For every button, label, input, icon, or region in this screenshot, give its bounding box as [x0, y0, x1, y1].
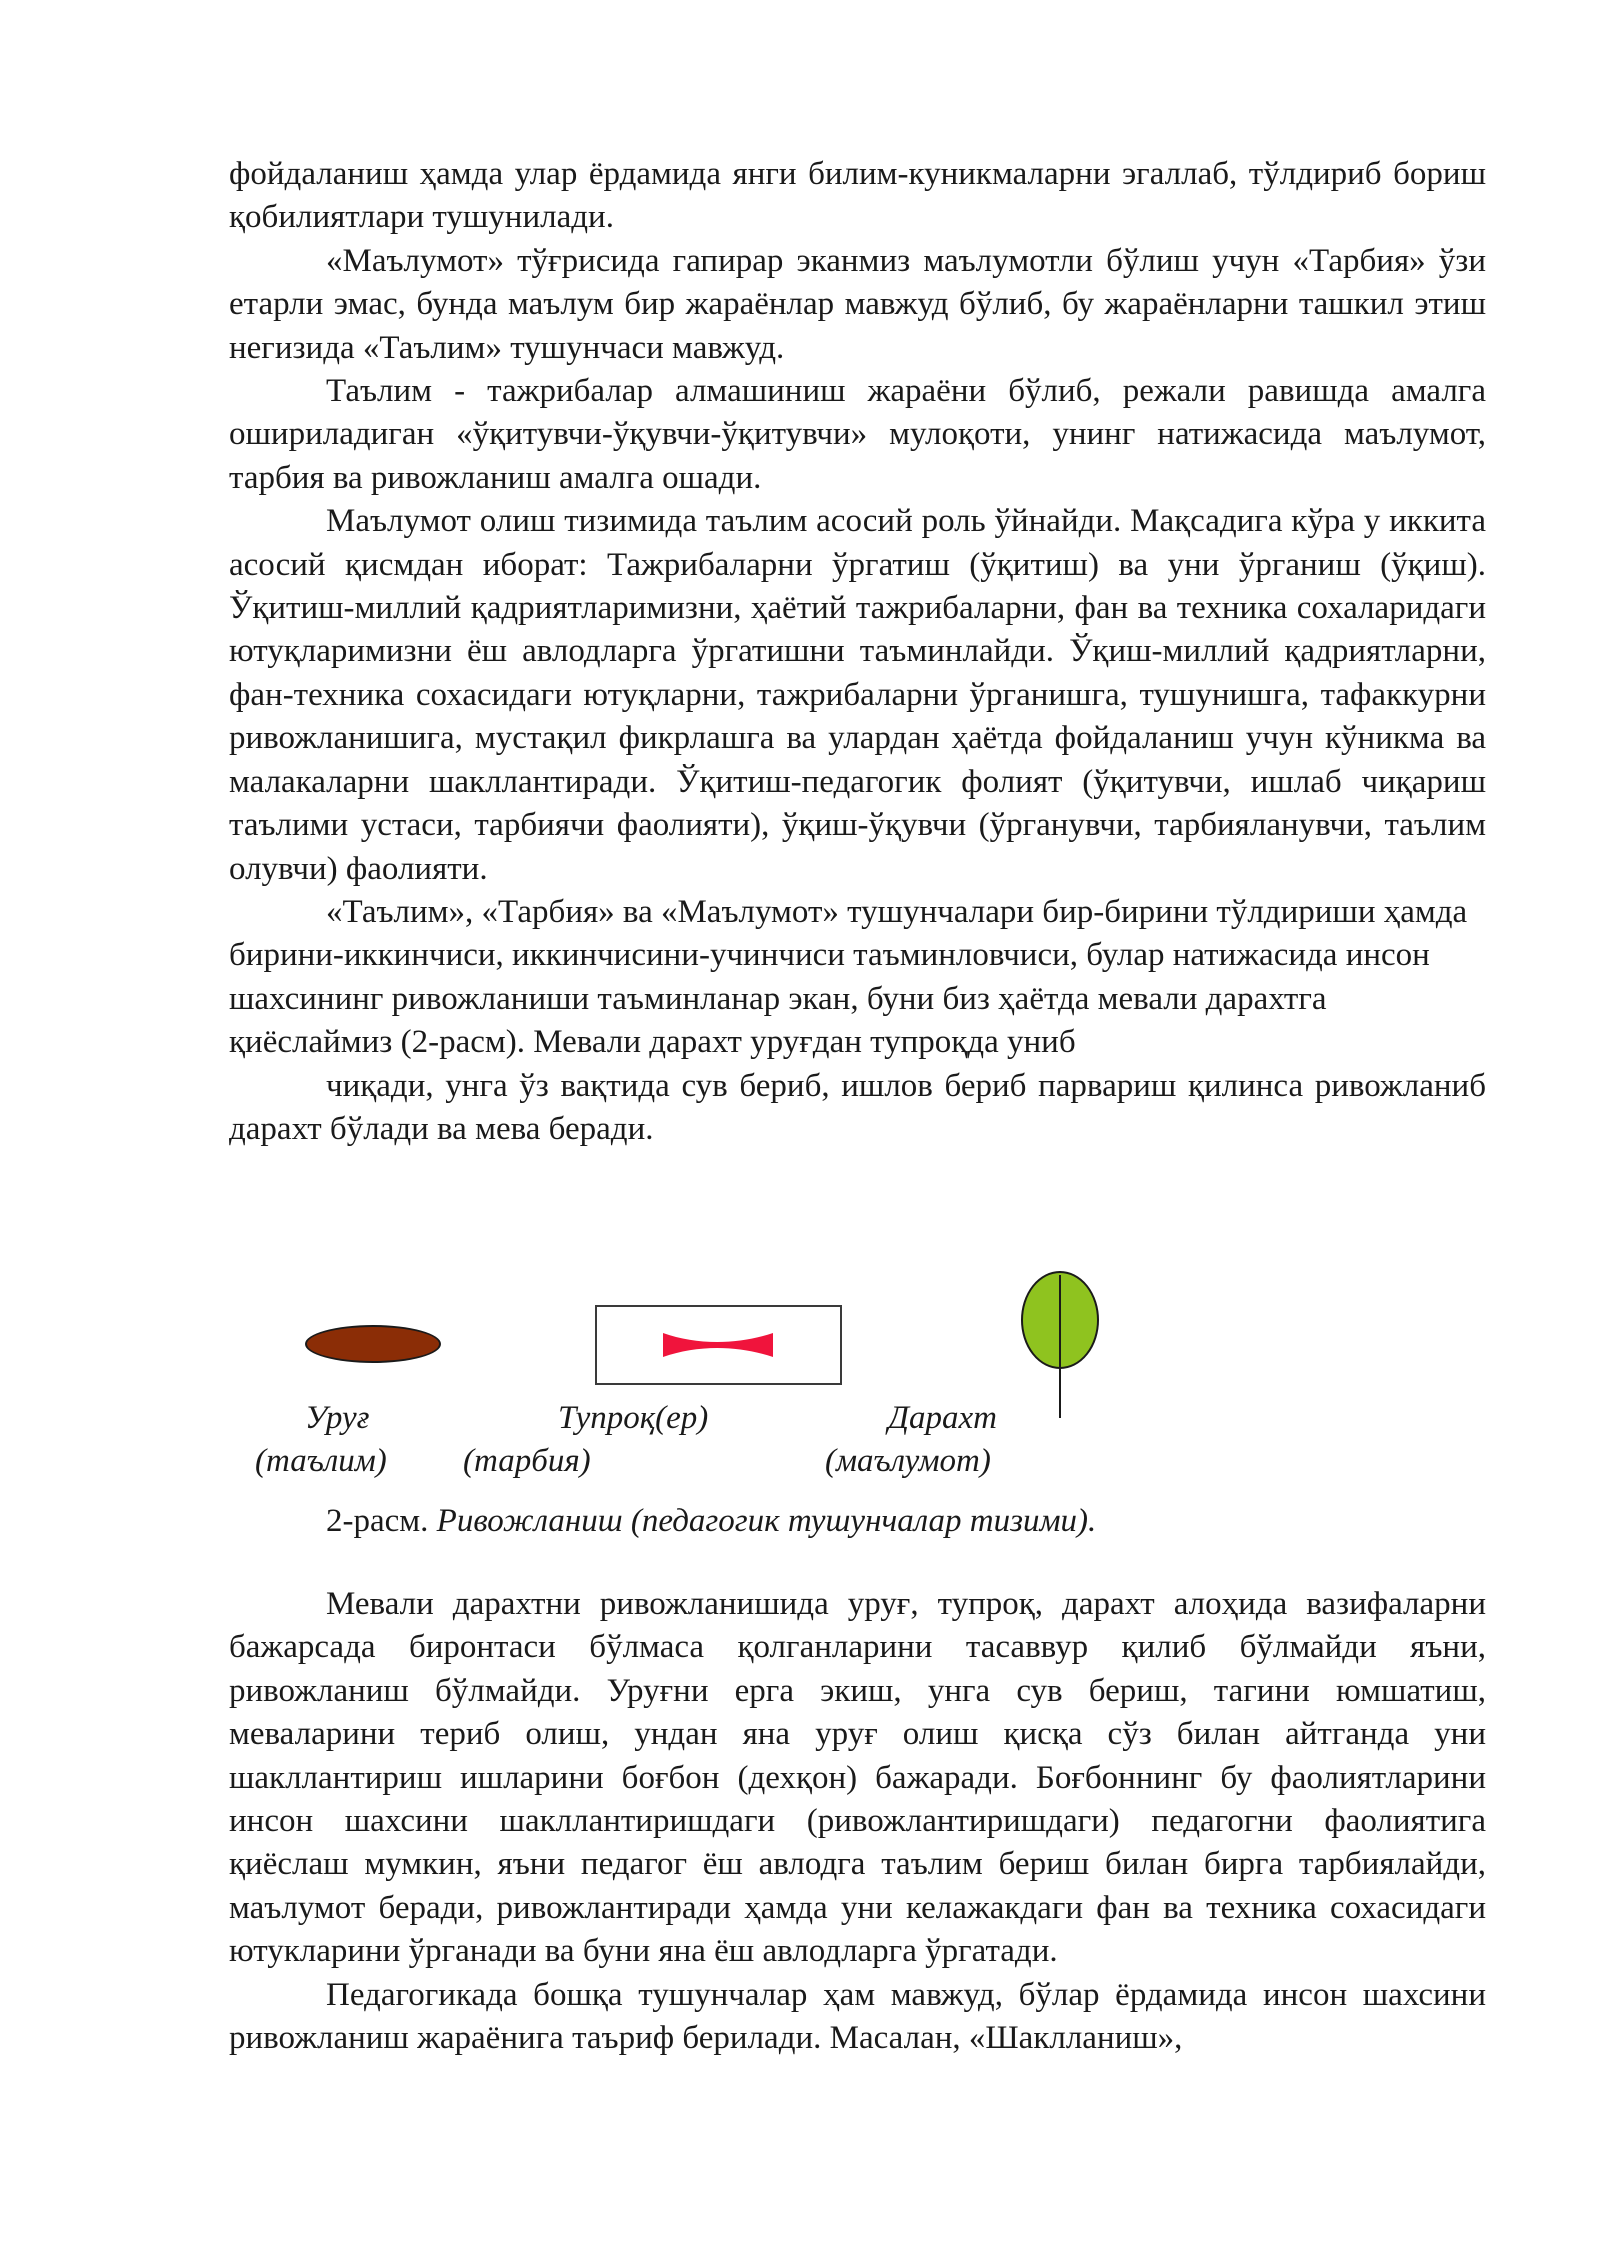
label-tree-concept: (маълумот) — [825, 1443, 991, 1479]
text-block-top — [229, 153, 1486, 1151]
label-soil-concept: (тарбия) — [463, 1443, 591, 1479]
label-seed-concept: (таълим) — [255, 1443, 387, 1479]
figure-caption — [326, 1503, 1096, 1540]
label-soil: Тупроқ(ер) — [558, 1400, 709, 1436]
caption-number: 2-расм. — [326, 1503, 429, 1539]
paragraph: Педагогикада бошқа тушунчалар ҳам мавжуд, бўлар ёрдамида инсон шахсини ривожланиш жараёнига таъриф берилади. Масалан, «Шаклланиш», — [229, 1976, 1486, 2057]
text-block-bottom — [229, 1583, 1486, 2060]
paragraph: Маълумот олиш тизимида таълим асосий роль ўйнайди. Мақсадига кўра у иккита асосий қисмдан иборат: Тажрибаларни ўргатиш (ўқитиш) ва уни ўрганиш (ўқиш). Ўқитиш-миллий қадриятларимизни, ҳаётий тажрибаларни, фан ва техника сохаларидаги ютуқларимизни ёш авлодларга ўргатишни таъминлайди. Ўқиш-миллий қадриятларни, фан-техника сохасидаги ютуқларни, тажрибаларни ўрганишга, тушунишга, тафаккурни ривожланишига, мустақил фикрлашга ва улардан ҳаётда фойдаланиш учун кўникма ва малакаларни шакллантиради. Ўқитиш-педагогик фолият (ўқитувчи, ишлаб чиқариш таълими устаси, тарбиячи фаолияти), ўқиш-ўқувчи (ўрганувчи, тарбияланувчи, таълим олувчи) фаолияти. — [229, 503, 1486, 887]
paragraph: «Таълим», «Тарбия» ва «Маълумот» тушунчалари бир-бирини тўлдириши ҳамда бирини-иккинчиси, иккинчисини-учинчиси таъминловчиси, булар натижасида инсон шахсининг ривожланиши таъминланар экан, буни биз ҳаётда мевали дарахтга қиёслаймиз (2-расм). Мевали дарахт уруғдан тупроқда униб — [229, 893, 1468, 1061]
label-seed: Уруғ — [305, 1400, 370, 1436]
paragraph: Таълим - тажрибалар алмашиниш жараёни бўлиб, режали равишда амалга ошириладиган «ўқитувчи-ўқувчи-ўқитувчи» мулоқоти, унинг натижасида маълумот, тарбия ва ривожланиш амалга ошади. — [229, 373, 1486, 496]
paragraph: Мевали дарахтни ривожланишида уруғ, тупроқ, дарахт алоҳида вазифаларни бажарсада биронтаси бўлмаса қолганларини тасаввур қилиб бўлмайди яъни, ривожланиш бўлмайди. Уруғни ерга экиш, унга сув бериш, тагини юмшатиш, меваларини териб олиш, ундан яна уруғ олиш қисқа сўз билан айтганда уни шакллантириш ишларини боғбон (дехқон) бажаради. Боғбоннинг бу фаолиятларини инсон шахсини шакллантиришдаги (ривожлантиришдаги) педагогни фаолиятига қиёслаш мумкин, яъни педагог ёш авлодга таълим бериш билан бирга тарбиялайди, маълумот беради, ривожлантиради ҳамда уни келажакдаги фан ва техника сохасидаги ютукларини ўрганади ва буни яна ёш авлодларга ўргатади. — [229, 1586, 1486, 1970]
paragraph: фойдаланиш ҳамда улар ёрдамида янги билим-куникмаларни эгаллаб, тўлдириб бориш қобилиятлари тушунилади. — [229, 156, 1486, 236]
seed-shape — [305, 1325, 441, 1363]
figure-development — [0, 1240, 1600, 1580]
paragraph: чиқади, унга ўз вақтида сув бериб, ишлов бериб парвариш қилинса ривожланиб дарахт бўлади ва мева беради. — [229, 1067, 1486, 1147]
caption-title: Ривожланиш (педагогик тушунчалар тизими). — [436, 1503, 1097, 1539]
soil-box — [595, 1305, 842, 1385]
label-tree: Дарахт — [888, 1400, 997, 1436]
cross-mark-icon — [597, 1307, 840, 1383]
tree-leaf-icon — [1020, 1270, 1100, 1420]
paragraph: «Маълумот» тўғрисида гапирар эканмиз маълумотли бўлиш учун «Тарбия» ўзи етарли эмас, бунда маълум бир жараёнлар мавжуд бўлиб, бу жараёнларни ташкил этиш негизида «Таълим» тушунчаси мавжуд. — [229, 242, 1486, 366]
